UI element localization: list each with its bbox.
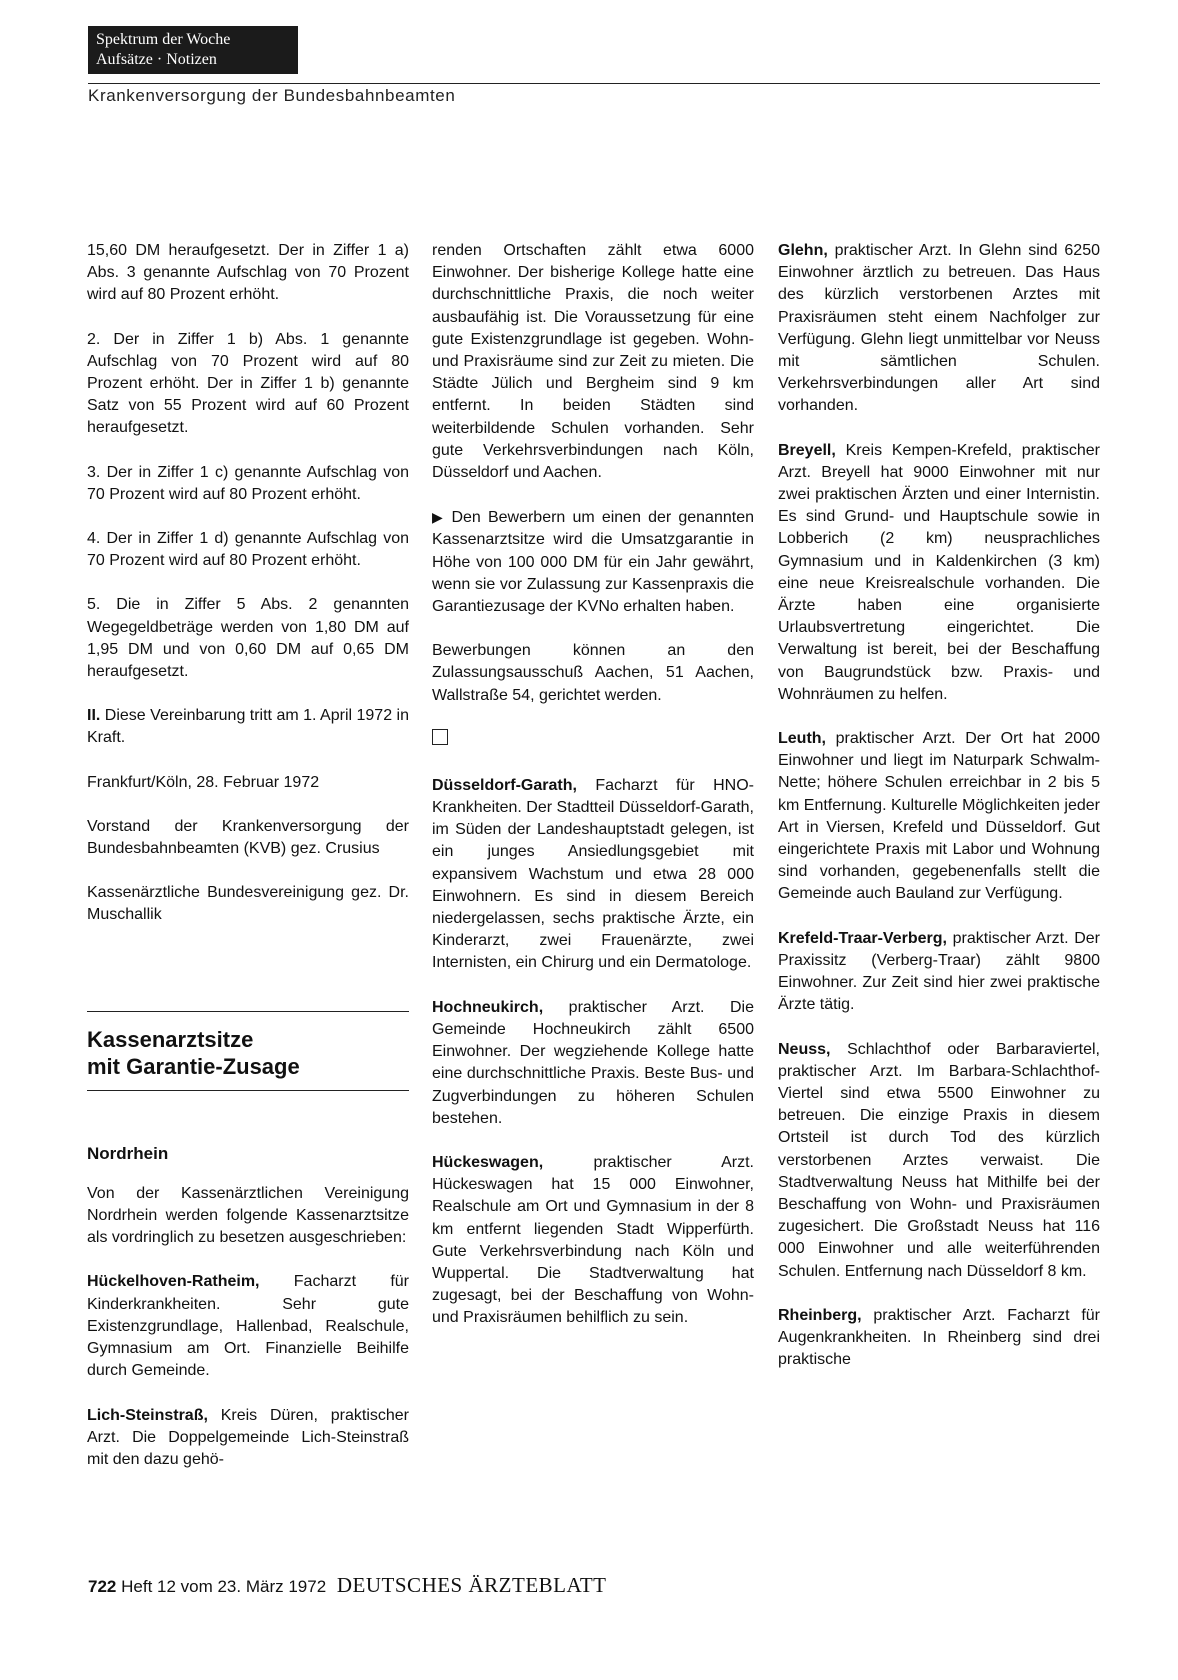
paragraph: 4. Der in Ziffer 1 d) genannte Aufschlag von 70 Prozent wird auf 80 Prozent erhöht. — [87, 530, 409, 570]
paragraph-body: Diese Vereinbarung tritt am 1. April 1972 in Kraft. — [87, 707, 409, 747]
listing-body: praktischer Arzt. Der Praxissitz (Verberg-Traar) zählt 9800 Einwohner. Zur Zeit sind hier zwei praktische Ärzte tätig. — [778, 929, 1100, 1014]
paragraph-body: Den Bewerbern um einen der genannten Kassenarztsitze wird die Umsatzgarantie in Höhe von 100 000 DM für ein Jahr gewährt, wenn sie vor Zulassung zur Kassenpraxis die Garantiezusage der KVNo erhalten haben. — [432, 509, 754, 616]
listing-body: Kreis Düren, praktischer Arzt. Die Doppelgemeinde Lich-Steinstraß mit den dazu gehö- — [87, 1406, 409, 1468]
paragraph-lead: II. — [87, 707, 101, 725]
subsection-title: Nordrhein — [87, 1143, 169, 1163]
section-header-line1: Spektrum der Woche — [96, 31, 231, 48]
end-mark-box-icon — [432, 729, 448, 745]
listing-body: praktischer Arzt. Der Ort hat 2000 Einwohner und liegt im Naturpark Schwalm-Nette; höhere Schulen erreichbar in 2 bis 5 km Entfernung. Kulturelle Möglichkeiten jeder Art in Viersen, Krefeld und Düsseldorf. Gut eingerichtete Praxis mit Labor und Wohnung sind vorhanden, gegebenenfalls stellt die Gemeinde auch Bauland zur Verfügung. — [778, 730, 1100, 903]
paragraph: 15,60 DM heraufgesetzt. Der in Ziffer 1 a) Abs. 3 genannte Aufschlag von 70 Prozent wird auf 80 Prozent erhöht. — [87, 242, 409, 304]
listing — [87, 1271, 409, 1382]
listing-body: praktischer Arzt. Facharzt für Augenkrankheiten. In Rheinberg sind drei praktische — [778, 1306, 1100, 1369]
listing-body: Schlachthof oder Barbaraviertel, praktischer Arzt. Im Barbara-Schlachthof-Viertel sind etwa 5500 Einwohner zu betreuen. Die einzige Praxis in diesem Ortsteil ist durch Tod des kürzlich verstorbenen Arztes verwaist. Die Stadtverwaltung Neuss hat Mithilfe bei der Beschaffung von Wohn- und Praxisräumen zugesichert. Die Großstadt Neuss hat 116 000 Einwohner und alle weiterführenden Schulen. Entfernung nach Düsseldorf 8 km. — [778, 1040, 1100, 1280]
listing — [778, 1039, 1100, 1283]
paragraph: Von der Kassenärztlichen Vereinigung Nordrhein werden folgende Kassenarztsitze als vordringlich zu besetzen ausgeschrieben: — [87, 1184, 409, 1247]
listing — [432, 997, 754, 1130]
listing-place: Leuth, — [778, 730, 826, 748]
listing-place: Hückeswagen, — [432, 1153, 544, 1171]
column-2 — [432, 240, 754, 1330]
issue-info: Heft 12 vom 23. März 1972 — [121, 1577, 327, 1596]
listing-body: Kreis Kempen-Krefeld, praktischer Arzt. Breyell hat 9000 Einwohner mit nur zwei praktischen Ärzten und einer Internistin. Es sind Grund- und Hauptschule sowie in Lobberich (2 km) neusprachliches Gymnasium und in Kaldenkirchen (3 km) eine neue Kreisrealschule vorhanden. Die Ärzte haben eine organisierte Urlaubsvertretung eingerichtet. Die Verwaltung ist bereit, bei der Beschaffung von Baugrundstück bzw. Praxis- und Wohnräumen zu helfen. — [778, 441, 1100, 703]
section-divider-top — [87, 1011, 409, 1012]
page-footer — [88, 1573, 606, 1598]
page-number: 722 — [88, 1577, 117, 1596]
triangle-bullet-icon: ▶ — [432, 509, 446, 526]
listing-place: Düsseldorf-Garath, — [432, 776, 577, 794]
listing — [778, 440, 1100, 706]
listing-place: Lich-Steinstraß, — [87, 1406, 208, 1424]
listing — [778, 728, 1100, 906]
section-title — [87, 1026, 409, 1080]
column-1 — [87, 240, 409, 1471]
running-title: Krankenversorgung der Bundesbahnbeamten — [88, 86, 456, 105]
listing — [432, 775, 754, 975]
header-divider — [88, 83, 1100, 84]
listing — [432, 1152, 754, 1330]
listing-body: Facharzt für HNO-Krankheiten. Der Stadtteil Düsseldorf-Garath, im Süden der Landeshauptstadt gelegen, ist ein junges Ansiedlungsgebiet mit expansivem Wachstum und etwa 28 000 Einwohnern. Es sind in diesem Bereich niedergelassen, sechs praktische Ärzte, ein Kinderarzt, zwei Frauenärzte, zwei Internisten, ein Chirurg und ein Dermatologe. — [432, 776, 754, 972]
section-title-line2: mit Garantie-Zusage — [87, 1053, 300, 1079]
journal-name: DEUTSCHES ÄRZTEBLATT — [336, 1573, 607, 1597]
paragraph: Kassenärztliche Bundesvereinigung gez. Dr. Muschallik — [87, 884, 409, 924]
section-header-line2: Aufsätze · Notizen — [96, 51, 217, 68]
paragraph: Vorstand der Krankenversorgung der Bundesbahnbeamten (KVB) gez. Crusius — [87, 817, 409, 858]
paragraph — [432, 506, 754, 618]
listing — [778, 240, 1100, 418]
paragraph — [87, 705, 409, 749]
paragraph: 2. Der in Ziffer 1 b) Abs. 1 genannte Aufschlag von 70 Prozent wird auf 80 Prozent erhöht. Der in Ziffer 1 b) genannte Satz von 55 Prozent wird auf 60 Prozent heraufgesetzt. — [87, 330, 409, 437]
listing-place: Rheinberg, — [778, 1306, 862, 1324]
paragraph: 3. Der in Ziffer 1 c) genannte Aufschlag von 70 Prozent wird auf 80 Prozent erhöht. — [87, 463, 409, 503]
listing-body: praktischer Arzt. Die Gemeinde Hochneukirch zählt 6500 Einwohner. Der wegziehende Kollege hatte eine durchschnittliche Praxis. Beste Bus- und Zugverbindungen zu höheren Schulen bestehen. — [432, 998, 754, 1127]
listing-body: praktischer Arzt. In Glehn sind 6250 Einwohner ärztlich zu betreuen. Das Haus des kürzlich verstorbenen Arztes mit Praxisräumen steht einem Nachfolger zur Verfügung. Glehn liegt unmittelbar vor Neuss mit sämtlichen Schulen. Verkehrsverbindungen aller Art sind vorhanden. — [778, 242, 1100, 415]
listing-place: Breyell, — [778, 441, 836, 459]
listing-place: Hochneukirch, — [432, 998, 544, 1016]
listing-body: praktischer Arzt. Hückeswagen hat 15 000 Einwohner, Realschule am Ort und Gymnasium in der 8 km entfernt liegenden Stadt Wipperfürth. Gute Verkehrsverbindung nach Köln und Wuppertal. Die Stadtverwaltung hat zugesagt, bei der Beschaffung von Wohn- und Praxisräumen behilflich zu sein. — [432, 1153, 754, 1327]
listing — [778, 928, 1100, 1017]
paragraph: Frankfurt/Köln, 28. Februar 1972 — [87, 773, 320, 791]
listing — [87, 1405, 409, 1472]
listing-place: Hückelhoven-Ratheim, — [87, 1273, 260, 1291]
column-3 — [778, 240, 1100, 1371]
listing-place: Krefeld-Traar-Verberg, — [778, 929, 947, 947]
paragraph: 5. Die in Ziffer 5 Abs. 2 genannten Wegegeldbeträge werden von 1,80 DM auf 1,95 DM und von 0,60 DM auf 0,65 DM heraufgesetzt. — [87, 596, 409, 681]
listing — [778, 1305, 1100, 1372]
section-divider-bottom — [87, 1090, 409, 1091]
listing-place: Glehn, — [778, 242, 828, 259]
section-header-box — [88, 26, 298, 74]
listing-body: Facharzt für Kinderkrankheiten. Sehr gute Existenzgrundlage, Hallenbad, Realschule, Gymnasium am Ort. Finanzielle Beihilfe durch Gemeinde. — [87, 1273, 409, 1380]
section-title-line1: Kassenarztsitze — [87, 1026, 254, 1052]
paragraph: renden Ortschaften zählt etwa 6000 Einwohner. Der bisherige Kollege hatte eine durchschnittliche Praxis, die noch weiter ausbaufähig ist. Die Voraussetzung für eine gute Existenzgrundlage ist gegeben. Wohn- und Praxisräume sind zur Zeit zu mieten. Die Städte Jülich und Bergheim sind 9 km entfernt. In beiden Städten sind weiterbildende Schulen vorhanden. Sehr gute Verkehrsverbindungen nach Köln, Düsseldorf und Aachen. — [432, 242, 754, 482]
listing-place: Neuss, — [778, 1040, 831, 1058]
paragraph: Bewerbungen können an den Zulassungsausschuß Aachen, 51 Aachen, Wallstraße 54, gerichtet werden. — [432, 642, 754, 704]
